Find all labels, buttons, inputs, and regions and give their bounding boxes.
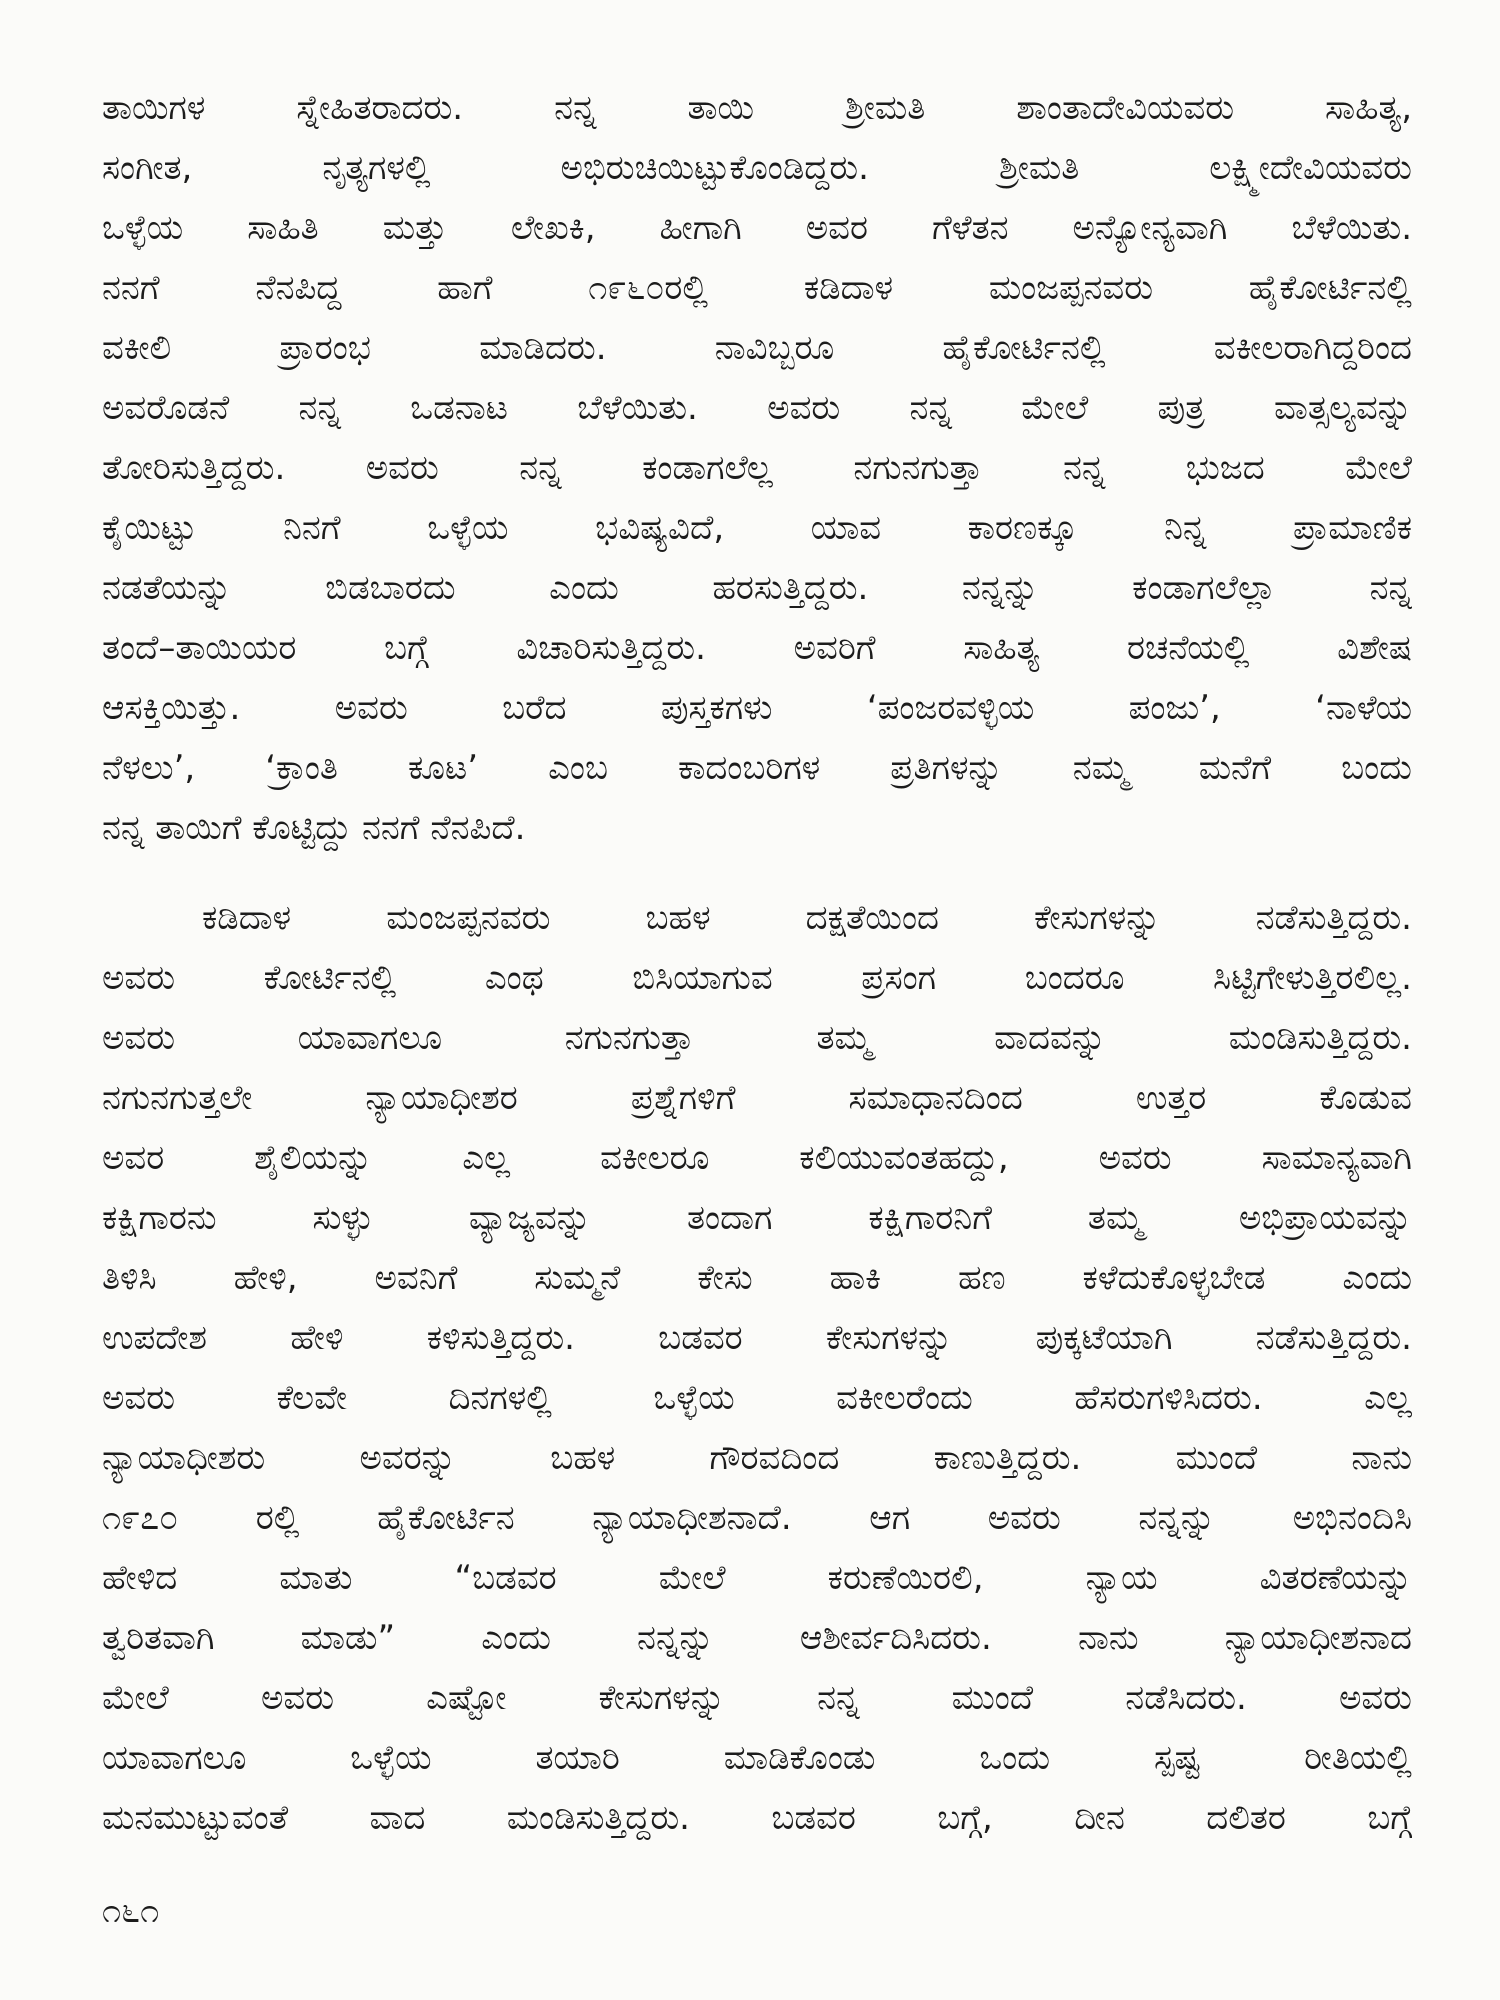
paragraph-1 — [102, 78, 1412, 858]
text-line: ೧೯೭೦ ರಲ್ಲಿ ಹೈಕೋರ್ಟಿನ ನ್ಯಾಯಾಧೀಶನಾದೆ. ಆಗ ಅವರು ನನ್ನನ್ನು ಅಭಿನಂದಿಸಿ — [102, 1498, 1412, 1538]
text-line: ಹೇಳಿದ ಮಾತು “ಬಡವರ ಮೇಲೆ ಕರುಣೆಯಿರಲಿ, ನ್ಯಾಯ ವಿತರಣೆಯನ್ನು — [102, 1558, 1412, 1598]
body-text — [102, 78, 1412, 1848]
text-line: ನಡತೆಯನ್ನು ಬಿಡಬಾರದು ಎಂದು ಹರಸುತ್ತಿದ್ದರು. ನನ್ನನ್ನು ಕಂಡಾಗಲೆಲ್ಲಾ ನನ್ನ — [102, 568, 1412, 608]
text-line: ಒಳ್ಳೆಯ ಸಾಹಿತಿ ಮತ್ತು ಲೇಖಕಿ, ಹೀಗಾಗಿ ಅವರ ಗೆಳೆತನ ಅನ್ಯೋನ್ಯವಾಗಿ ಬೆಳೆಯಿತು. — [102, 208, 1412, 248]
text-line: ಆಸಕ್ತಿಯಿತ್ತು. ಅವರು ಬರೆದ ಪುಸ್ತಕಗಳು ‘ಪಂಜರವಳ್ಳಿಯ ಪಂಜು’, ‘ನಾಳೆಯ — [102, 688, 1412, 728]
text-line: ಉಪದೇಶ ಹೇಳಿ ಕಳಿಸುತ್ತಿದ್ದರು. ಬಡವರ ಕೇಸುಗಳನ್ನು ಪುಕ್ಕಟೆಯಾಗಿ ನಡೆಸುತ್ತಿದ್ದರು. — [102, 1318, 1412, 1358]
text-line: ನನಗೆ ನೆನಪಿದ್ದ ಹಾಗೆ ೧೯೬೦ರಲ್ಲಿ ಕಡಿದಾಳ ಮಂಜಪ್ಪನವರು ಹೈಕೋರ್ಟಿನಲ್ಲಿ — [102, 268, 1412, 308]
text-line: ತಂದೆ–ತಾಯಿಯರ ಬಗ್ಗೆ ವಿಚಾರಿಸುತ್ತಿದ್ದರು. ಅವರಿಗೆ ಸಾಹಿತ್ಯ ರಚನೆಯಲ್ಲಿ ವಿಶೇಷ — [102, 628, 1412, 668]
text-line: ನಗುನಗುತ್ತಲೇ ನ್ಯಾಯಾಧೀಶರ ಪ್ರಶ್ನೆಗಳಿಗೆ ಸಮಾಧಾನದಿಂದ ಉತ್ತರ ಕೊಡುವ — [102, 1078, 1412, 1118]
text-line: ನ್ಯಾಯಾಧೀಶರು ಅವರನ್ನು ಬಹಳ ಗೌರವದಿಂದ ಕಾಣುತ್ತಿದ್ದರು. ಮುಂದೆ ನಾನು — [102, 1438, 1412, 1478]
text-line: ಯಾವಾಗಲೂ ಒಳ್ಳೆಯ ತಯಾರಿ ಮಾಡಿಕೊಂಡು ಒಂದು ಸ್ಪಷ್ಟ ರೀತಿಯಲ್ಲಿ — [102, 1738, 1412, 1778]
text-line: ಸಂಗೀತ, ನೃತ್ಯಗಳಲ್ಲಿ ಅಭಿರುಚಿಯಿಟ್ಟುಕೊಂಡಿದ್ದರು. ಶ್ರೀಮತಿ ಲಕ್ಷ್ಮೀದೇವಿಯವರು — [102, 148, 1412, 188]
text-line: ಅವರೊಡನೆ ನನ್ನ ಒಡನಾಟ ಬೆಳೆಯಿತು. ಅವರು ನನ್ನ ಮೇಲೆ ಪುತ್ರ ವಾತ್ಸಲ್ಯವನ್ನು — [102, 388, 1412, 428]
text-line: ಕೈಯಿಟ್ಟು ನಿನಗೆ ಒಳ್ಳೆಯ ಭವಿಷ್ಯವಿದೆ, ಯಾವ ಕಾರಣಕ್ಕೂ ನಿನ್ನ ಪ್ರಾಮಾಣಿಕ — [102, 508, 1412, 548]
text-line: ತಿಳಿಸಿ ಹೇಳಿ, ಅವನಿಗೆ ಸುಮ್ಮನೆ ಕೇಸು ಹಾಕಿ ಹಣ ಕಳೆದುಕೊಳ್ಳಬೇಡ ಎಂದು — [102, 1258, 1412, 1298]
page-number: ೧೬೧ — [102, 1891, 160, 1931]
text-line: ತ್ವರಿತವಾಗಿ ಮಾಡು” ಎಂದು ನನ್ನನ್ನು ಆಶೀರ್ವದಿಸಿದರು. ನಾನು ನ್ಯಾಯಾಧೀಶನಾದ — [102, 1618, 1412, 1658]
text-line: ನೆಳಲು’, ‘ಕ್ರಾಂತಿ ಕೂಟ’ ಎಂಬ ಕಾದಂಬರಿಗಳ ಪ್ರತಿಗಳನ್ನು ನಮ್ಮ ಮನೆಗೆ ಬಂದು — [102, 748, 1412, 788]
text-line: ಮನಮುಟ್ಟುವಂತೆ ವಾದ ಮಂಡಿಸುತ್ತಿದ್ದರು. ಬಡವರ ಬಗ್ಗೆ, ದೀನ ದಲಿತರ ಬಗ್ಗೆ — [102, 1798, 1412, 1838]
text-line: ಅವರ ಶೈಲಿಯನ್ನು ಎಲ್ಲ ವಕೀಲರೂ ಕಲಿಯುವಂತಹದ್ದು, ಅವರು ಸಾಮಾನ್ಯವಾಗಿ — [102, 1138, 1412, 1178]
text-line: ಕಡಿದಾಳ ಮಂಜಪ್ಪನವರು ಬಹಳ ದಕ್ಷತೆಯಿಂದ ಕೇಸುಗಳನ್ನು ನಡೆಸುತ್ತಿದ್ದರು. — [202, 898, 1412, 938]
text-line: ತೋರಿಸುತ್ತಿದ್ದರು. ಅವರು ನನ್ನ ಕಂಡಾಗಲೆಲ್ಲ ನಗುನಗುತ್ತಾ ನನ್ನ ಭುಜದ ಮೇಲೆ — [102, 448, 1412, 488]
text-line: ನನ್ನ ತಾಯಿಗೆ ಕೊಟ್ಟಿದ್ದು ನನಗೆ ನೆನಪಿದೆ. — [102, 808, 526, 848]
text-line: ಕಕ್ಷಿಗಾರನು ಸುಳ್ಳು ವ್ಯಾಜ್ಯವನ್ನು ತಂದಾಗ ಕಕ್ಷಿಗಾರನಿಗೆ ತಮ್ಮ ಅಭಿಪ್ರಾಯವನ್ನು — [102, 1198, 1412, 1238]
text-line: ಮೇಲೆ ಅವರು ಎಷ್ಟೋ ಕೇಸುಗಳನ್ನು ನನ್ನ ಮುಂದೆ ನಡೆಸಿದರು. ಅವರು — [102, 1678, 1412, 1718]
paragraph-2 — [102, 888, 1412, 1848]
text-line: ತಾಯಿಗಳ ಸ್ನೇಹಿತರಾದರು. ನನ್ನ ತಾಯಿ ಶ್ರೀಮತಿ ಶಾಂತಾದೇವಿಯವರು ಸಾಹಿತ್ಯ, — [102, 88, 1412, 128]
text-line: ಅವರು ಕೋರ್ಟಿನಲ್ಲಿ ಎಂಥ ಬಿಸಿಯಾಗುವ ಪ್ರಸಂಗ ಬಂದರೂ ಸಿಟ್ಟಿಗೇಳುತ್ತಿರಲಿಲ್ಲ. — [102, 958, 1412, 998]
text-line: ಅವರು ಯಾವಾಗಲೂ ನಗುನಗುತ್ತಾ ತಮ್ಮ ವಾದವನ್ನು ಮಂಡಿಸುತ್ತಿದ್ದರು. — [102, 1018, 1412, 1058]
text-line: ವಕೀಲಿ ಪ್ರಾರಂಭ ಮಾಡಿದರು. ನಾವಿಬ್ಬರೂ ಹೈಕೋರ್ಟಿನಲ್ಲಿ ವಕೀಲರಾಗಿದ್ದರಿಂದ — [102, 328, 1412, 368]
text-line: ಅವರು ಕೆಲವೇ ದಿನಗಳಲ್ಲಿ ಒಳ್ಳೆಯ ವಕೀಲರೆಂದು ಹೆಸರುಗಳಿಸಿದರು. ಎಲ್ಲ — [102, 1378, 1412, 1418]
